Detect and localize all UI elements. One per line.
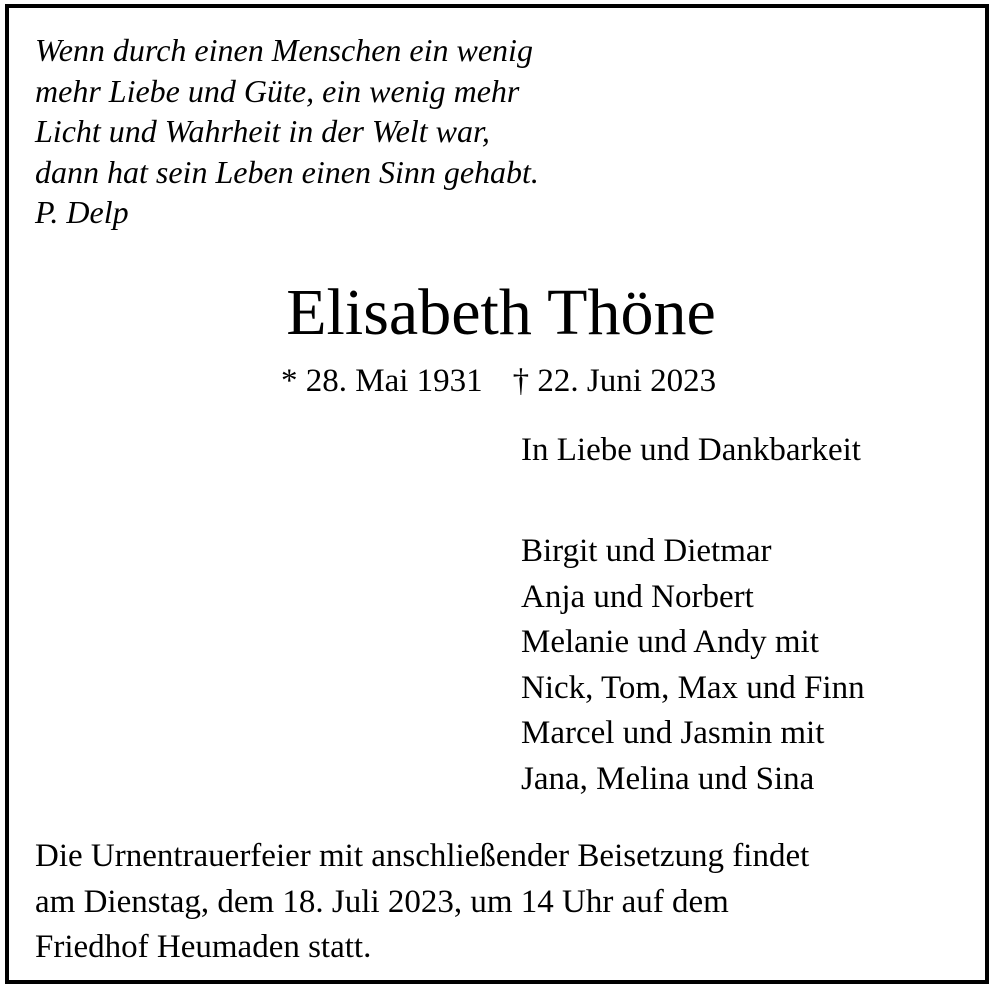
mourner-line: Anja und Norbert: [521, 578, 754, 615]
death-date: † 22. Juni 2023: [512, 363, 717, 399]
quote-author: P. Delp: [35, 194, 129, 230]
quote-line: mehr Liebe und Güte, ein wenig mehr: [35, 72, 520, 109]
obituary-frame: [5, 4, 989, 984]
mourner-line: Melanie und Andy mit: [521, 624, 819, 660]
life-dates: [281, 361, 716, 401]
notice-line: Die Urnentrauerfeier mit anschließender Beisetzung findet: [35, 838, 810, 874]
mourner-line: Marcel und Jasmin mit: [521, 715, 825, 751]
notice-line: am Dienstag, dem 18. Juli 2023, um 14 Uhr auf dem: [35, 883, 729, 920]
quote-line: Wenn durch einen Menschen ein wenig: [35, 32, 533, 68]
mourner-line: Nick, Tom, Max und Finn: [521, 669, 865, 706]
quote-line: dann hat sein Leben einen Sinn gehabt.: [35, 153, 539, 190]
memorial-quote: [35, 30, 539, 233]
funeral-notice: [35, 834, 809, 971]
signoff-text: In Liebe und Dankbarkeit: [521, 432, 861, 468]
notice-line: Friedhof Heumaden statt.: [35, 929, 372, 965]
quote-line: Licht und Wahrheit in der Welt war,: [35, 113, 490, 149]
mourners-list: [521, 529, 865, 802]
birth-date: * 28. Mai 1931: [281, 363, 483, 399]
mourner-line: Jana, Melina und Sina: [521, 760, 815, 797]
deceased-name: Elisabeth Thöne: [286, 276, 716, 349]
mourner-line: Birgit und Dietmar: [521, 533, 772, 569]
